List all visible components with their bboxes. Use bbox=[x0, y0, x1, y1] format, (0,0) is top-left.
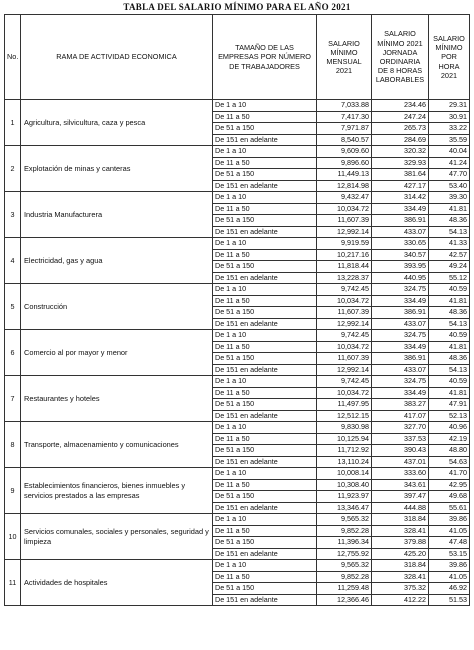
table-row bbox=[5, 330, 470, 342]
company-size: De 11 a 50 bbox=[213, 111, 317, 123]
daily-wage: 328.41 bbox=[372, 571, 429, 583]
row-number: 2 bbox=[5, 146, 21, 192]
hourly-wage: 46.92 bbox=[429, 583, 470, 595]
row-number: 3 bbox=[5, 192, 21, 238]
company-size: De 151 en adelante bbox=[213, 226, 317, 238]
company-size: De 51 a 150 bbox=[213, 537, 317, 549]
daily-wage: 383.27 bbox=[372, 399, 429, 411]
hourly-wage: 39.86 bbox=[429, 560, 470, 572]
monthly-wage: 11,497.95 bbox=[317, 399, 372, 411]
hourly-wage: 47.70 bbox=[429, 169, 470, 181]
monthly-wage: 8,540.57 bbox=[317, 134, 372, 146]
monthly-wage: 11,396.34 bbox=[317, 537, 372, 549]
hourly-wage: 47.48 bbox=[429, 537, 470, 549]
hourly-wage: 41.81 bbox=[429, 341, 470, 353]
table-title: TABLA DEL SALARIO MÍNIMO PARA EL AÑO 2021 bbox=[123, 2, 351, 12]
company-size: De 151 en adelante bbox=[213, 410, 317, 422]
daily-wage: 437.01 bbox=[372, 456, 429, 468]
company-size: De 151 en adelante bbox=[213, 134, 317, 146]
company-size: De 1 a 10 bbox=[213, 422, 317, 434]
activity-branch: Restaurantes y hoteles bbox=[21, 376, 213, 422]
hourly-wage: 55.12 bbox=[429, 272, 470, 284]
table-row bbox=[5, 238, 470, 250]
hourly-wage: 42.19 bbox=[429, 433, 470, 445]
row-number: 4 bbox=[5, 238, 21, 284]
hourly-wage: 54.13 bbox=[429, 318, 470, 330]
hourly-wage: 48.80 bbox=[429, 445, 470, 457]
hourly-wage: 54.63 bbox=[429, 456, 470, 468]
hourly-wage: 42.57 bbox=[429, 249, 470, 261]
company-size: De 11 a 50 bbox=[213, 295, 317, 307]
monthly-wage: 9,919.59 bbox=[317, 238, 372, 250]
monthly-wage: 9,565.32 bbox=[317, 514, 372, 526]
hourly-wage: 40.59 bbox=[429, 376, 470, 388]
hourly-wage: 30.91 bbox=[429, 111, 470, 123]
daily-wage: 427.17 bbox=[372, 180, 429, 192]
company-size: De 11 a 50 bbox=[213, 387, 317, 399]
monthly-wage: 13,228.37 bbox=[317, 272, 372, 284]
monthly-wage: 9,852.28 bbox=[317, 571, 372, 583]
monthly-wage: 9,609.60 bbox=[317, 146, 372, 158]
activity-branch: Comercio al por mayor y menor bbox=[21, 330, 213, 376]
monthly-wage: 12,755.92 bbox=[317, 548, 372, 560]
row-number: 5 bbox=[5, 284, 21, 330]
monthly-wage: 12,366.46 bbox=[317, 594, 372, 606]
company-size: De 1 a 10 bbox=[213, 100, 317, 112]
hourly-wage: 53.40 bbox=[429, 180, 470, 192]
table-row bbox=[5, 100, 470, 112]
monthly-wage: 9,565.32 bbox=[317, 560, 372, 572]
table-row bbox=[5, 284, 470, 296]
daily-wage: 334.49 bbox=[372, 387, 429, 399]
hourly-wage: 40.96 bbox=[429, 422, 470, 434]
daily-wage: 234.46 bbox=[372, 100, 429, 112]
row-number: 9 bbox=[5, 468, 21, 514]
hourly-wage: 51.53 bbox=[429, 594, 470, 606]
row-number: 6 bbox=[5, 330, 21, 376]
company-size: De 51 a 150 bbox=[213, 169, 317, 181]
activity-branch: Explotación de minas y canteras bbox=[21, 146, 213, 192]
hourly-wage: 41.81 bbox=[429, 203, 470, 215]
daily-wage: 433.07 bbox=[372, 226, 429, 238]
company-size: De 1 a 10 bbox=[213, 146, 317, 158]
daily-wage: 375.32 bbox=[372, 583, 429, 595]
daily-wage: 328.41 bbox=[372, 525, 429, 537]
company-size: De 151 en adelante bbox=[213, 364, 317, 376]
minimum-wage-table bbox=[4, 14, 470, 606]
monthly-wage: 9,896.60 bbox=[317, 157, 372, 169]
hourly-wage: 39.86 bbox=[429, 514, 470, 526]
header-jornada: SALARIO MÍNIMO 2021 JORNADA ORDINARIA DE 8 HORAS LABORABLES bbox=[372, 15, 429, 100]
activity-branch: Transporte, almacenamiento y comunicaciones bbox=[21, 422, 213, 468]
hourly-wage: 41.24 bbox=[429, 157, 470, 169]
hourly-wage: 41.81 bbox=[429, 387, 470, 399]
monthly-wage: 12,992.14 bbox=[317, 364, 372, 376]
table-row bbox=[5, 422, 470, 434]
activity-branch: Industria Manufacturera bbox=[21, 192, 213, 238]
daily-wage: 265.73 bbox=[372, 123, 429, 135]
row-number: 11 bbox=[5, 560, 21, 606]
monthly-wage: 9,852.28 bbox=[317, 525, 372, 537]
hourly-wage: 41.81 bbox=[429, 295, 470, 307]
hourly-wage: 54.13 bbox=[429, 364, 470, 376]
company-size: De 51 a 150 bbox=[213, 307, 317, 319]
daily-wage: 329.93 bbox=[372, 157, 429, 169]
monthly-wage: 11,607.39 bbox=[317, 353, 372, 365]
monthly-wage: 9,742.45 bbox=[317, 376, 372, 388]
daily-wage: 284.69 bbox=[372, 134, 429, 146]
monthly-wage: 10,217.16 bbox=[317, 249, 372, 261]
monthly-wage: 11,712.92 bbox=[317, 445, 372, 457]
company-size: De 51 a 150 bbox=[213, 491, 317, 503]
header-hora: SALARIO MÍNIMO POR HORA 2021 bbox=[429, 15, 470, 100]
header-size: TAMAÑO DE LAS EMPRESAS POR NÚMERO DE TRABAJADORES bbox=[213, 15, 317, 100]
row-number: 8 bbox=[5, 422, 21, 468]
company-size: De 1 a 10 bbox=[213, 560, 317, 572]
daily-wage: 314.42 bbox=[372, 192, 429, 204]
daily-wage: 327.70 bbox=[372, 422, 429, 434]
table-row bbox=[5, 514, 470, 526]
hourly-wage: 41.70 bbox=[429, 468, 470, 480]
company-size: De 11 a 50 bbox=[213, 341, 317, 353]
hourly-wage: 41.33 bbox=[429, 238, 470, 250]
daily-wage: 440.95 bbox=[372, 272, 429, 284]
hourly-wage: 39.30 bbox=[429, 192, 470, 204]
daily-wage: 324.75 bbox=[372, 330, 429, 342]
monthly-wage: 11,259.48 bbox=[317, 583, 372, 595]
daily-wage: 247.24 bbox=[372, 111, 429, 123]
monthly-wage: 11,818.44 bbox=[317, 261, 372, 273]
daily-wage: 337.53 bbox=[372, 433, 429, 445]
hourly-wage: 40.04 bbox=[429, 146, 470, 158]
row-number: 10 bbox=[5, 514, 21, 560]
hourly-wage: 33.22 bbox=[429, 123, 470, 135]
table-row bbox=[5, 192, 470, 204]
company-size: De 51 a 150 bbox=[213, 583, 317, 595]
company-size: De 51 a 150 bbox=[213, 123, 317, 135]
daily-wage: 412.22 bbox=[372, 594, 429, 606]
header-mensual: SALARIO MÍNIMO MENSUAL 2021 bbox=[317, 15, 372, 100]
hourly-wage: 47.91 bbox=[429, 399, 470, 411]
daily-wage: 386.91 bbox=[372, 307, 429, 319]
company-size: De 11 a 50 bbox=[213, 157, 317, 169]
row-number: 1 bbox=[5, 100, 21, 146]
monthly-wage: 11,449.13 bbox=[317, 169, 372, 181]
monthly-wage: 12,992.14 bbox=[317, 318, 372, 330]
monthly-wage: 10,308.40 bbox=[317, 479, 372, 491]
daily-wage: 343.61 bbox=[372, 479, 429, 491]
daily-wage: 334.49 bbox=[372, 341, 429, 353]
monthly-wage: 12,992.14 bbox=[317, 226, 372, 238]
monthly-wage: 9,432.47 bbox=[317, 192, 372, 204]
monthly-wage: 10,034.72 bbox=[317, 387, 372, 399]
hourly-wage: 29.31 bbox=[429, 100, 470, 112]
company-size: De 11 a 50 bbox=[213, 479, 317, 491]
hourly-wage: 42.95 bbox=[429, 479, 470, 491]
company-size: De 151 en adelante bbox=[213, 456, 317, 468]
monthly-wage: 9,742.45 bbox=[317, 284, 372, 296]
company-size: De 151 en adelante bbox=[213, 502, 317, 514]
hourly-wage: 48.36 bbox=[429, 353, 470, 365]
company-size: De 11 a 50 bbox=[213, 249, 317, 261]
company-size: De 151 en adelante bbox=[213, 594, 317, 606]
hourly-wage: 49.68 bbox=[429, 491, 470, 503]
hourly-wage: 41.05 bbox=[429, 571, 470, 583]
monthly-wage: 10,008.14 bbox=[317, 468, 372, 480]
daily-wage: 390.43 bbox=[372, 445, 429, 457]
company-size: De 1 a 10 bbox=[213, 468, 317, 480]
daily-wage: 386.91 bbox=[372, 353, 429, 365]
company-size: De 11 a 50 bbox=[213, 203, 317, 215]
hourly-wage: 53.15 bbox=[429, 548, 470, 560]
daily-wage: 318.84 bbox=[372, 514, 429, 526]
daily-wage: 393.95 bbox=[372, 261, 429, 273]
company-size: De 1 a 10 bbox=[213, 284, 317, 296]
monthly-wage: 13,346.47 bbox=[317, 502, 372, 514]
monthly-wage: 11,923.97 bbox=[317, 491, 372, 503]
monthly-wage: 7,033.88 bbox=[317, 100, 372, 112]
table-body bbox=[5, 100, 470, 606]
hourly-wage: 41.05 bbox=[429, 525, 470, 537]
daily-wage: 433.07 bbox=[372, 318, 429, 330]
monthly-wage: 10,034.72 bbox=[317, 341, 372, 353]
activity-branch: Servicios comunales, sociales y personales, seguridad y limpieza bbox=[21, 514, 213, 560]
header-row bbox=[5, 15, 470, 100]
hourly-wage: 35.59 bbox=[429, 134, 470, 146]
monthly-wage: 10,125.94 bbox=[317, 433, 372, 445]
hourly-wage: 40.59 bbox=[429, 330, 470, 342]
monthly-wage: 12,512.15 bbox=[317, 410, 372, 422]
monthly-wage: 7,971.87 bbox=[317, 123, 372, 135]
company-size: De 11 a 50 bbox=[213, 525, 317, 537]
company-size: De 1 a 10 bbox=[213, 238, 317, 250]
daily-wage: 417.07 bbox=[372, 410, 429, 422]
company-size: De 51 a 150 bbox=[213, 215, 317, 227]
daily-wage: 444.88 bbox=[372, 502, 429, 514]
activity-branch: Establecimientos financieros, bienes inmuebles y servicios prestados a las empresas bbox=[21, 468, 213, 514]
hourly-wage: 48.36 bbox=[429, 215, 470, 227]
monthly-wage: 9,742.45 bbox=[317, 330, 372, 342]
daily-wage: 340.57 bbox=[372, 249, 429, 261]
monthly-wage: 13,110.24 bbox=[317, 456, 372, 468]
table-row bbox=[5, 468, 470, 480]
hourly-wage: 48.36 bbox=[429, 307, 470, 319]
daily-wage: 433.07 bbox=[372, 364, 429, 376]
daily-wage: 381.64 bbox=[372, 169, 429, 181]
hourly-wage: 52.13 bbox=[429, 410, 470, 422]
hourly-wage: 49.24 bbox=[429, 261, 470, 273]
monthly-wage: 7,417.30 bbox=[317, 111, 372, 123]
daily-wage: 320.32 bbox=[372, 146, 429, 158]
monthly-wage: 11,607.39 bbox=[317, 307, 372, 319]
table-row bbox=[5, 376, 470, 388]
hourly-wage: 40.59 bbox=[429, 284, 470, 296]
company-size: De 51 a 150 bbox=[213, 261, 317, 273]
company-size: De 151 en adelante bbox=[213, 318, 317, 330]
company-size: De 151 en adelante bbox=[213, 272, 317, 284]
company-size: De 1 a 10 bbox=[213, 514, 317, 526]
company-size: De 11 a 50 bbox=[213, 571, 317, 583]
company-size: De 51 a 150 bbox=[213, 399, 317, 411]
monthly-wage: 11,607.39 bbox=[317, 215, 372, 227]
daily-wage: 334.49 bbox=[372, 203, 429, 215]
table-row bbox=[5, 146, 470, 158]
company-size: De 51 a 150 bbox=[213, 445, 317, 457]
daily-wage: 324.75 bbox=[372, 376, 429, 388]
daily-wage: 425.20 bbox=[372, 548, 429, 560]
monthly-wage: 10,034.72 bbox=[317, 203, 372, 215]
company-size: De 1 a 10 bbox=[213, 330, 317, 342]
daily-wage: 379.88 bbox=[372, 537, 429, 549]
table-row bbox=[5, 560, 470, 572]
header-rama: RAMA DE ACTIVIDAD ECONOMICA bbox=[21, 15, 213, 100]
daily-wage: 333.60 bbox=[372, 468, 429, 480]
company-size: De 1 a 10 bbox=[213, 192, 317, 204]
company-size: De 151 en adelante bbox=[213, 548, 317, 560]
activity-branch: Agricultura, silvicultura, caza y pesca bbox=[21, 100, 213, 146]
activity-branch: Construcción bbox=[21, 284, 213, 330]
daily-wage: 318.84 bbox=[372, 560, 429, 572]
company-size: De 51 a 150 bbox=[213, 353, 317, 365]
company-size: De 11 a 50 bbox=[213, 433, 317, 445]
daily-wage: 334.49 bbox=[372, 295, 429, 307]
activity-branch: Electricidad, gas y agua bbox=[21, 238, 213, 284]
daily-wage: 324.75 bbox=[372, 284, 429, 296]
monthly-wage: 9,830.98 bbox=[317, 422, 372, 434]
hourly-wage: 54.13 bbox=[429, 226, 470, 238]
header-no: No. bbox=[5, 15, 21, 100]
monthly-wage: 12,814.98 bbox=[317, 180, 372, 192]
monthly-wage: 10,034.72 bbox=[317, 295, 372, 307]
hourly-wage: 55.61 bbox=[429, 502, 470, 514]
company-size: De 151 en adelante bbox=[213, 180, 317, 192]
daily-wage: 386.91 bbox=[372, 215, 429, 227]
daily-wage: 330.65 bbox=[372, 238, 429, 250]
company-size: De 1 a 10 bbox=[213, 376, 317, 388]
activity-branch: Actividades de hospitales bbox=[21, 560, 213, 606]
daily-wage: 397.47 bbox=[372, 491, 429, 503]
row-number: 7 bbox=[5, 376, 21, 422]
